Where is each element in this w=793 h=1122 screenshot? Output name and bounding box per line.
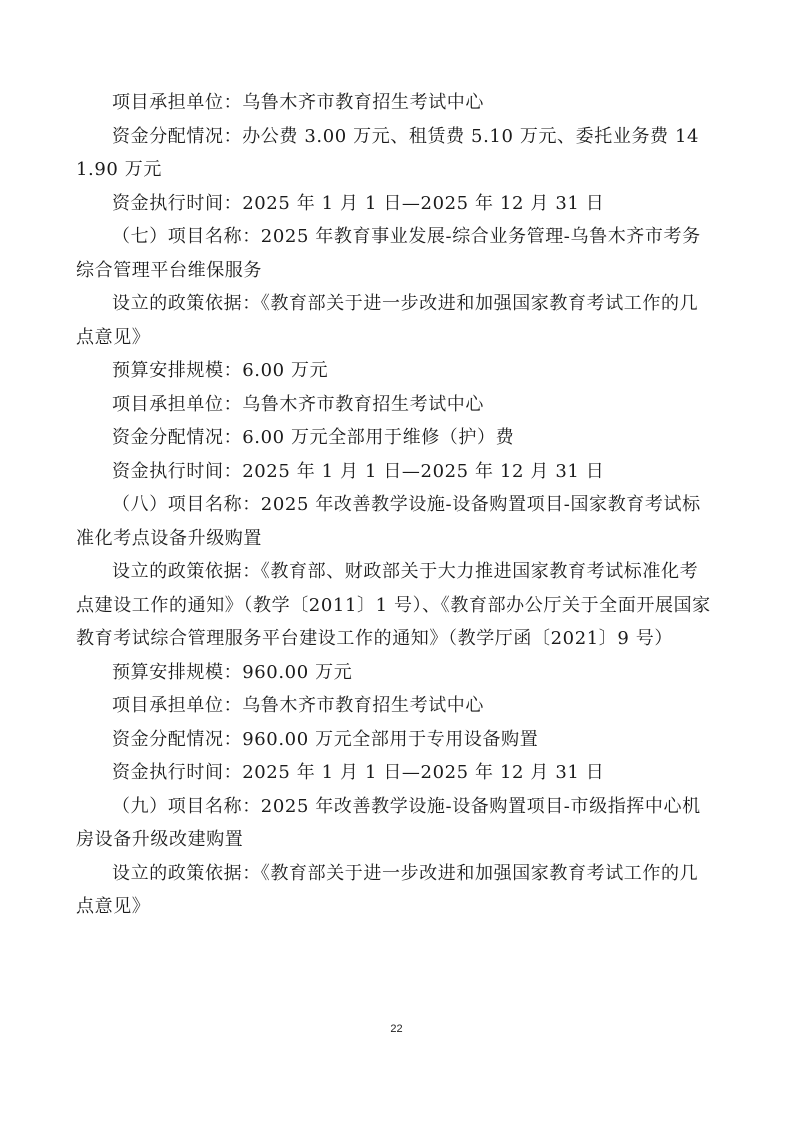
paragraph-policy-basis-8: 设立的政策依据：《教育部、财政部关于大力推进国家教育考试标准化考点建设工作的通知》（教学〔2011〕1 号）、《教育部办公厅关于全面开展国家教育考试综合管理服务平台建设工作的通知》（教学厅函〔2021〕9 号） <box>76 561 711 649</box>
paragraph-budget-scale-7: 预算安排规模：6.00 万元 <box>112 360 329 381</box>
paragraph-fund-allocation-1: 资金分配情况：办公费 3.00 万元、租赁费 5.10 万元、委托业务费 141.90 万元 <box>76 125 700 180</box>
paragraph-project-unit-8: 项目承担单位：乌鲁木齐市教育招生考试中心 <box>112 695 484 716</box>
paragraph-project-name-7: （七）项目名称：2025 年教育事业发展-综合业务管理-乌鲁木齐市考务综合管理平台维保服务 <box>76 226 701 281</box>
paragraph-execution-time-7: 资金执行时间：2025 年 1 月 1 日—2025 年 12 月 31 日 <box>112 460 605 482</box>
page-number: 22 <box>390 1023 403 1035</box>
document-body <box>76 86 712 924</box>
paragraph-policy-basis-7: 设立的政策依据：《教育部关于进一步改进和加强国家教育考试工作的几点意见》 <box>76 293 699 348</box>
paragraph-execution-time-1: 资金执行时间：2025 年 1 月 1 日—2025 年 12 月 31 日 <box>112 192 605 214</box>
paragraph-project-name-8: （八）项目名称：2025 年改善教学设施-设备购置项目-国家教育考试标准化考点设备升级购置 <box>76 494 701 549</box>
paragraph-project-unit-7: 项目承担单位：乌鲁木齐市教育招生考试中心 <box>112 393 484 415</box>
paragraph-project-name-9: （九）项目名称：2025 年改善教学设施-设备购置项目-市级指挥中心机房设备升级改建购置 <box>76 795 701 850</box>
paragraph-fund-allocation-7: 资金分配情况：6.00 万元全部用于维修（护）费 <box>112 427 515 448</box>
paragraph-fund-allocation-8: 资金分配情况：960.00 万元全部用于专用设备购置 <box>112 728 539 750</box>
paragraph-project-unit-1: 项目承担单位：乌鲁木齐市教育招生考试中心 <box>112 92 484 113</box>
paragraph-execution-time-8: 资金执行时间：2025 年 1 月 1 日—2025 年 12 月 31 日 <box>112 762 605 783</box>
paragraph-budget-scale-8: 预算安排规模：960.00 万元 <box>112 661 353 683</box>
paragraph-policy-basis-9: 设立的政策依据：《教育部关于进一步改进和加强国家教育考试工作的几点意见》 <box>76 862 699 917</box>
